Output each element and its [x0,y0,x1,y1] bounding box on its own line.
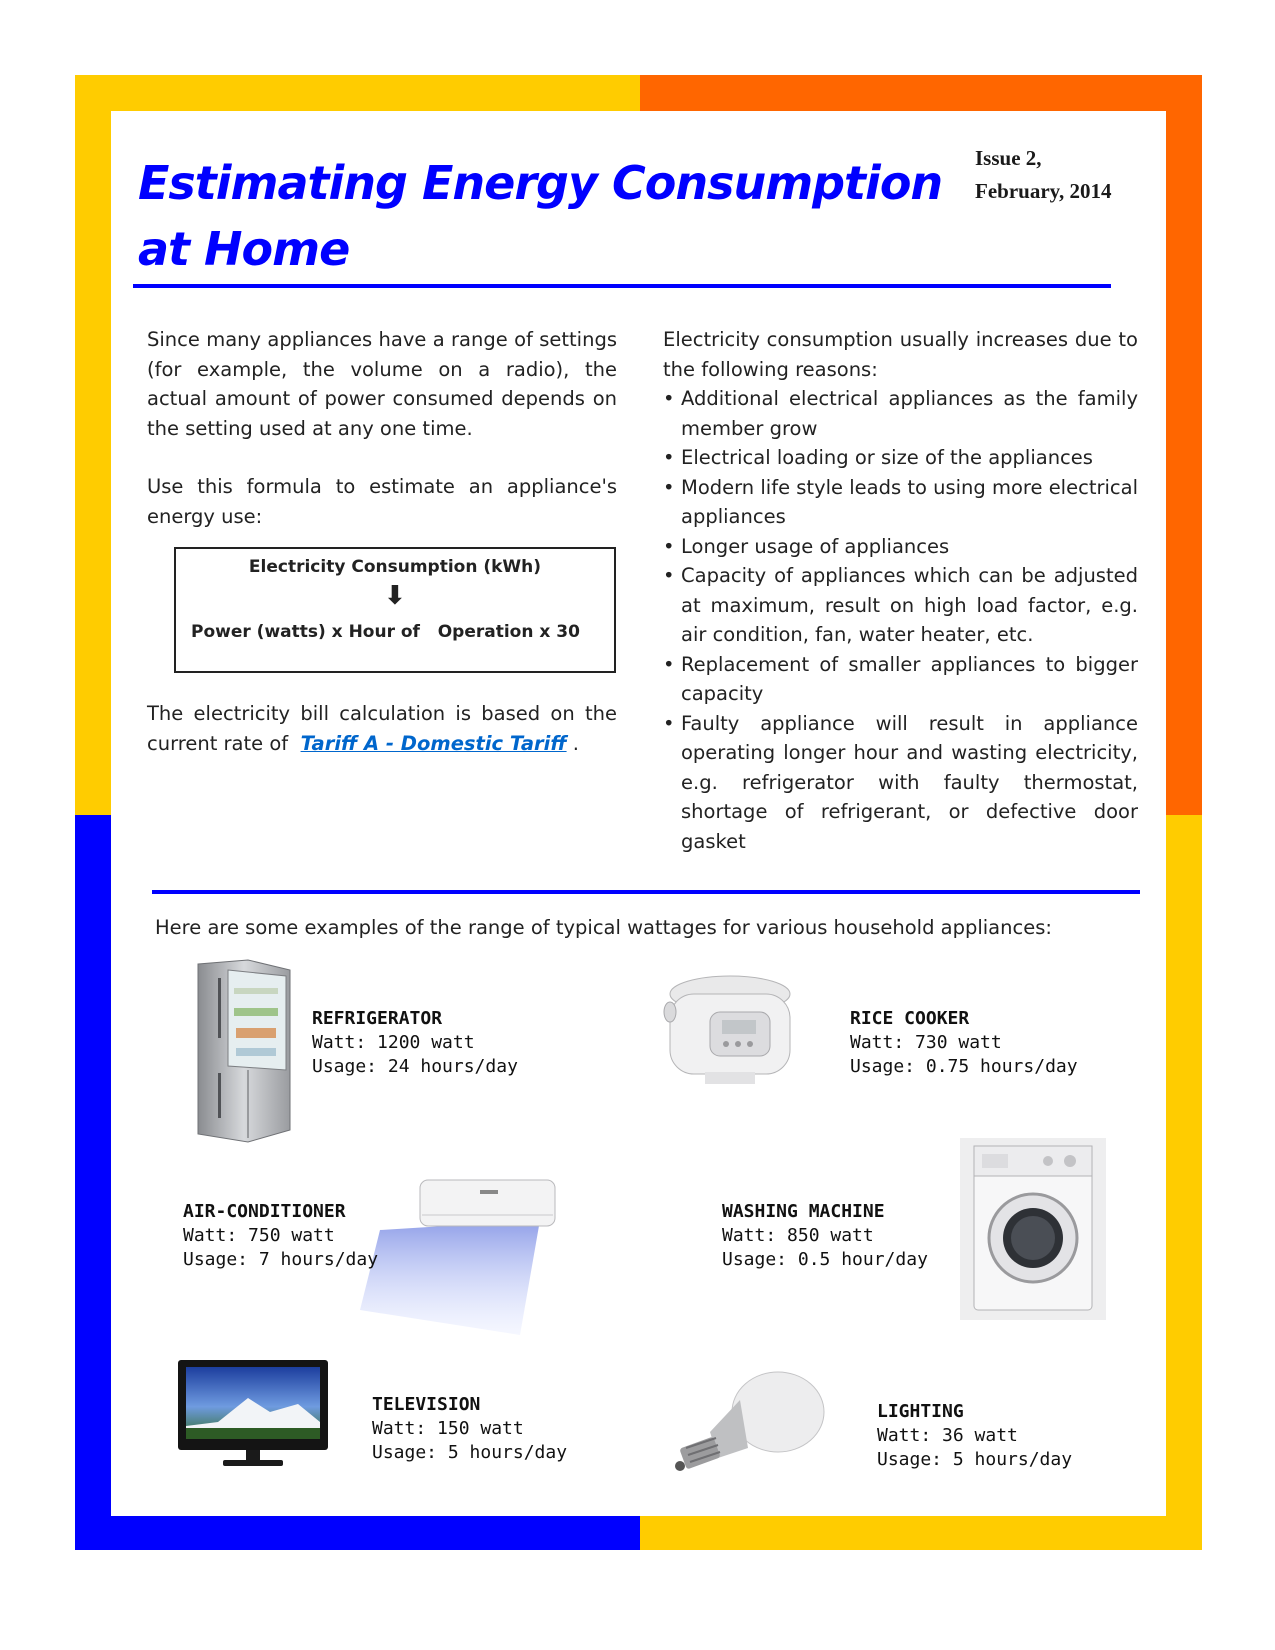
bullet-icon: • [663,711,675,735]
right-column [663,325,1138,856]
reason-text: Additional electrical appliances as the family member grow [681,387,1138,440]
reason-text: Faulty appliance will result in appliance operating longer hour and wasting electricity, e.g. refrigerator with faulty thermostat, shortage of refrigerant, or defective door gasket [681,711,1138,853]
bullet-icon: • [663,534,675,558]
frame-left-top [75,75,111,815]
bill-end: . [572,731,579,755]
list-item [663,443,1138,473]
appliance-watt: Watt: 1200 watt [312,1032,475,1053]
appliance-name: REFRIGERATOR [312,1008,443,1029]
list-item [663,709,1138,857]
frame-top-left [75,75,640,111]
tariff-link[interactable]: Tariff A - Domestic Tariff [300,731,567,755]
settings-paragraph: Since many appliances have a range of settings (for example, the volume on a radio), the actual amount of power consumed depends on the setting used at any one time. [147,328,617,440]
frame-right-bottom [1166,815,1202,1550]
appliance-name: LIGHTING [877,1401,964,1422]
appliance-usage: Usage: 5 hours/day [877,1449,1073,1470]
appliance-watt: Watt: 150 watt [372,1418,524,1439]
washing-machine-icon [960,1138,1106,1320]
appliance-usage: Usage: 5 hours/day [372,1442,568,1463]
list-item [663,650,1138,709]
formula-intro-paragraph: Use this formula to estimate an appliance's energy use: [147,475,617,528]
rice-cooker-icon [660,972,795,1090]
appliance-usage: Usage: 0.5 hour/day [722,1249,928,1270]
appliance-watt: Watt: 750 watt [183,1225,335,1246]
appliance-refrigerator [312,1007,518,1079]
appliance-air-conditioner [183,1200,378,1272]
examples-lead: Here are some examples of the range of typical wattages for various household appliances: [155,916,1052,939]
reasons-intro: Electricity consumption usually increases due to the following reasons: [663,328,1138,381]
bullet-icon: • [663,564,675,587]
bullet-icon: • [663,387,675,410]
appliance-name: AIR-CONDITIONER [183,1201,346,1222]
bill-paragraph [147,699,617,758]
frame-bottom-right [640,1516,1202,1550]
section-divider [152,890,1140,894]
arrow-down-icon: ⬇ [384,581,406,611]
bullet-icon: • [663,475,675,499]
frame-bottom-left [75,1516,640,1550]
page-title: Estimating Energy Consumption at Home [138,156,943,276]
appliance-name: RICE COOKER [850,1008,970,1029]
bill-text: The electricity bill calculation is based on the current rate of [147,702,617,755]
appliance-usage: Usage: 0.75 hours/day [850,1056,1078,1077]
appliance-television [372,1393,567,1465]
reason-text: Capacity of appliances which can be adjusted at maximum, result on high load factor, e.g. air condition, fan, water heater, etc. [681,564,1138,646]
formula-result: Electricity Consumption (kWh) [248,557,542,577]
bullet-icon: • [663,446,675,469]
frame-left-bottom [75,815,111,1550]
formula-terms: Power (watts) x Hour of Operation x 30 [191,622,580,642]
appliance-watt: Watt: 850 watt [722,1225,874,1246]
refrigerator-icon [190,958,295,1144]
appliance-lighting [877,1400,1072,1472]
frame-top-right [640,75,1202,111]
reason-text: Modern life style leads to using more electrical appliances [681,475,1138,528]
frame-right-top [1166,75,1202,815]
bullet-icon: • [663,652,675,676]
appliance-name: TELEVISION [372,1394,481,1415]
reason-text: Longer usage of appliances [681,534,950,558]
issue-info [975,142,1112,208]
formula-box [174,547,616,673]
issue-date: February, 2014 [975,179,1112,203]
appliance-usage: Usage: 24 hours/day [312,1056,518,1077]
list-item [663,561,1138,650]
reason-text: Electrical loading or size of the appliances [681,446,1093,469]
list-item [663,384,1138,443]
reasons-list [663,384,1138,856]
appliance-name: WASHING MACHINE [722,1201,885,1222]
light-bulb-icon [668,1370,828,1480]
left-column [147,325,617,560]
appliance-watt: Watt: 730 watt [850,1032,1002,1053]
television-icon [178,1360,328,1472]
appliance-usage: Usage: 7 hours/day [183,1249,379,1270]
issue-number: Issue 2, [975,146,1042,170]
list-item [663,532,1138,562]
appliance-rice-cooker [850,1007,1078,1079]
title-divider [133,284,1111,288]
appliance-washing-machine [722,1200,928,1272]
appliance-watt: Watt: 36 watt [877,1425,1018,1446]
list-item [663,473,1138,532]
reason-text: Replacement of smaller appliances to bigger capacity [681,652,1138,705]
